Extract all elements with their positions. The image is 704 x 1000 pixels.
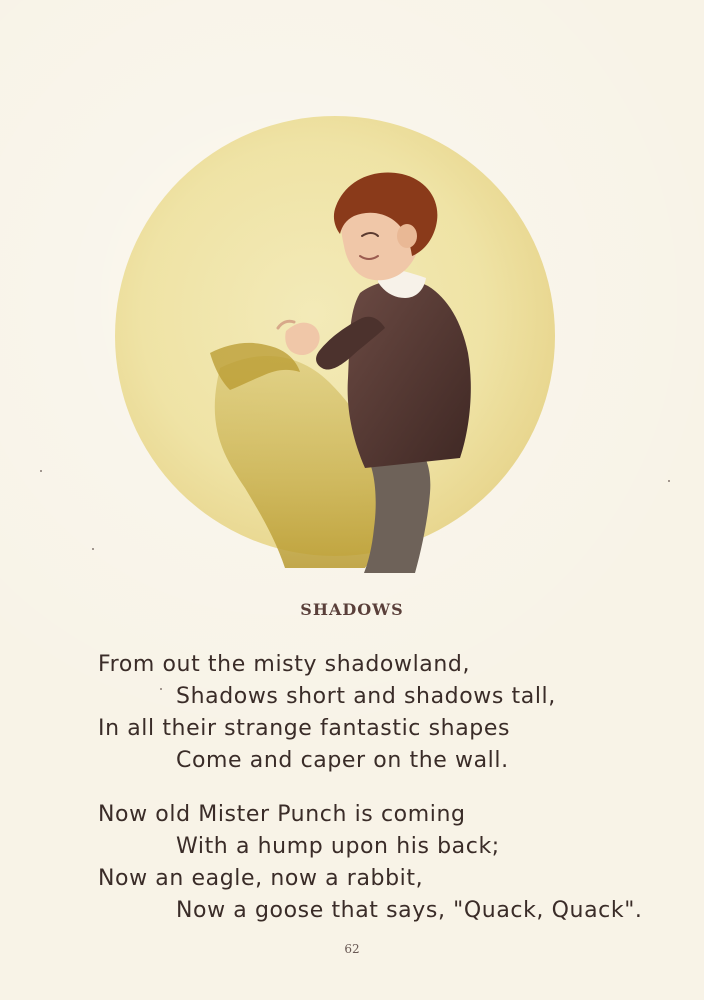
poem-line: In all their strange fantastic shapes — [98, 716, 511, 741]
poem-line: Now an eagle, now a rabbit, — [98, 866, 424, 891]
print-speck — [160, 688, 162, 690]
poem-line: From out the misty shadowland, — [98, 652, 471, 677]
print-speck — [668, 480, 670, 482]
poem-line: Shadows short and shadows tall, — [176, 684, 556, 709]
print-speck — [92, 548, 94, 550]
poem-line: Come and caper on the wall. — [176, 748, 509, 773]
page-number: 62 — [344, 942, 360, 956]
poem-line: Now a goose that says, "Quack, Quack". — [176, 898, 643, 923]
poem-title: SHADOWS — [300, 600, 404, 619]
boy-ear — [397, 224, 417, 248]
poem-line: Now old Mister Punch is coming — [98, 802, 466, 827]
poem-line: With a hump upon his back; — [176, 834, 500, 859]
boy-shadow-puppet-illustration — [110, 108, 580, 578]
print-speck — [40, 470, 42, 472]
